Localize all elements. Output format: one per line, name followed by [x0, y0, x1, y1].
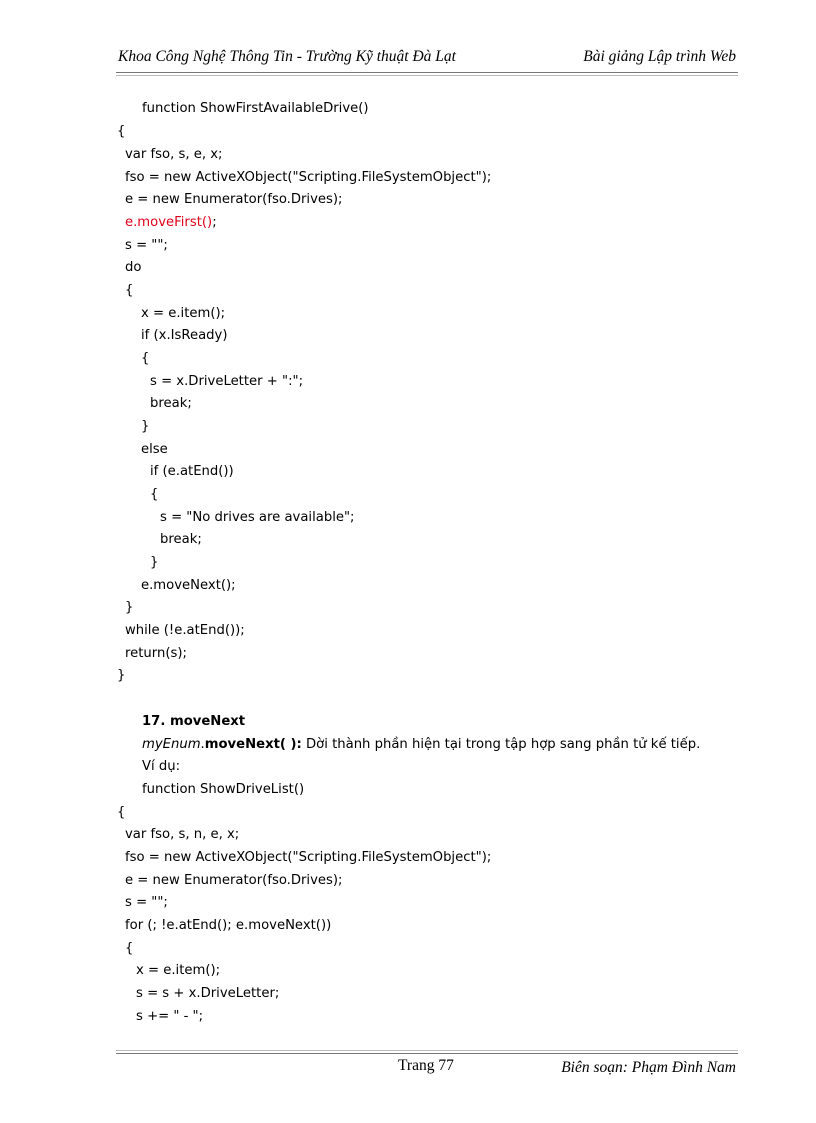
- code-line: var fso, s, e, x;: [125, 147, 223, 162]
- code-line: fso = new ActiveXObject("Scripting.FileSystemObject");: [125, 170, 492, 185]
- footer-rule: [116, 1053, 738, 1054]
- header-faculty: Khoa Công Nghệ Thông Tin - Trường Kỹ thuật Đà Lạt: [118, 48, 456, 65]
- code-line: }: [141, 419, 150, 434]
- footer-rule-secondary: [116, 1050, 738, 1051]
- code-line: x = e.item();: [141, 306, 226, 321]
- code-line: e.moveNext();: [141, 578, 236, 593]
- code-fn-show-first-drive: function ShowFirstAvailableDrive(): [142, 101, 369, 116]
- header-rule-secondary: [116, 75, 738, 76]
- footer-author: Biên soạn: Phạm Đình Nam: [561, 1059, 736, 1076]
- code-line: }: [150, 555, 159, 570]
- code-line: for (; !e.atEnd(); e.moveNext()): [125, 918, 332, 933]
- code-line: if (x.IsReady): [141, 328, 228, 343]
- section-heading: 17. moveNext: [142, 714, 246, 729]
- code-line: break;: [150, 396, 192, 411]
- code-line: do: [125, 260, 142, 275]
- code-line: else: [141, 442, 168, 457]
- section-description: myEnum.moveNext( ): Dời thành phần hiện tại trong tập hợp sang phần tử kế tiếp.: [142, 737, 701, 752]
- code-line: {: [125, 941, 134, 956]
- example-label: Ví dụ:: [142, 759, 181, 774]
- code-line: s = s + x.DriveLetter;: [136, 986, 280, 1001]
- code-line: }: [125, 600, 134, 615]
- code-line: {: [125, 283, 134, 298]
- page-number: Trang 77: [398, 1057, 454, 1074]
- code-fn-show-drive-list: function ShowDriveList(): [142, 782, 305, 797]
- code-line: s = "";: [125, 238, 168, 253]
- code-line: s = "No drives are available";: [160, 510, 355, 525]
- code-line: var fso, s, n, e, x;: [125, 827, 240, 842]
- header-course-title: Bài giảng Lập trình Web: [583, 48, 736, 65]
- code-line: s = x.DriveLetter + ":";: [150, 374, 304, 389]
- code-line: e = new Enumerator(fso.Drives);: [125, 873, 343, 888]
- code-line: x = e.item();: [136, 963, 221, 978]
- code-line: fso = new ActiveXObject("Scripting.FileSystemObject");: [125, 850, 492, 865]
- code-line: {: [150, 487, 159, 502]
- code-line: s += " - ";: [136, 1009, 204, 1024]
- code-line: {: [117, 805, 126, 820]
- code-line: }: [117, 668, 126, 683]
- code-line: while (!e.atEnd());: [125, 623, 245, 638]
- code-line: break;: [160, 532, 202, 547]
- code-line: return(s);: [125, 646, 187, 661]
- code-line: s = "";: [125, 895, 168, 910]
- code-line: if (e.atEnd()): [150, 464, 234, 479]
- code-line-highlighted: e.moveFirst();: [125, 215, 217, 230]
- code-line: {: [141, 351, 150, 366]
- code-line: e = new Enumerator(fso.Drives);: [125, 192, 343, 207]
- highlight-movefirst: e.moveFirst(): [125, 215, 213, 230]
- code-line: {: [117, 124, 126, 139]
- header-rule: [116, 72, 738, 73]
